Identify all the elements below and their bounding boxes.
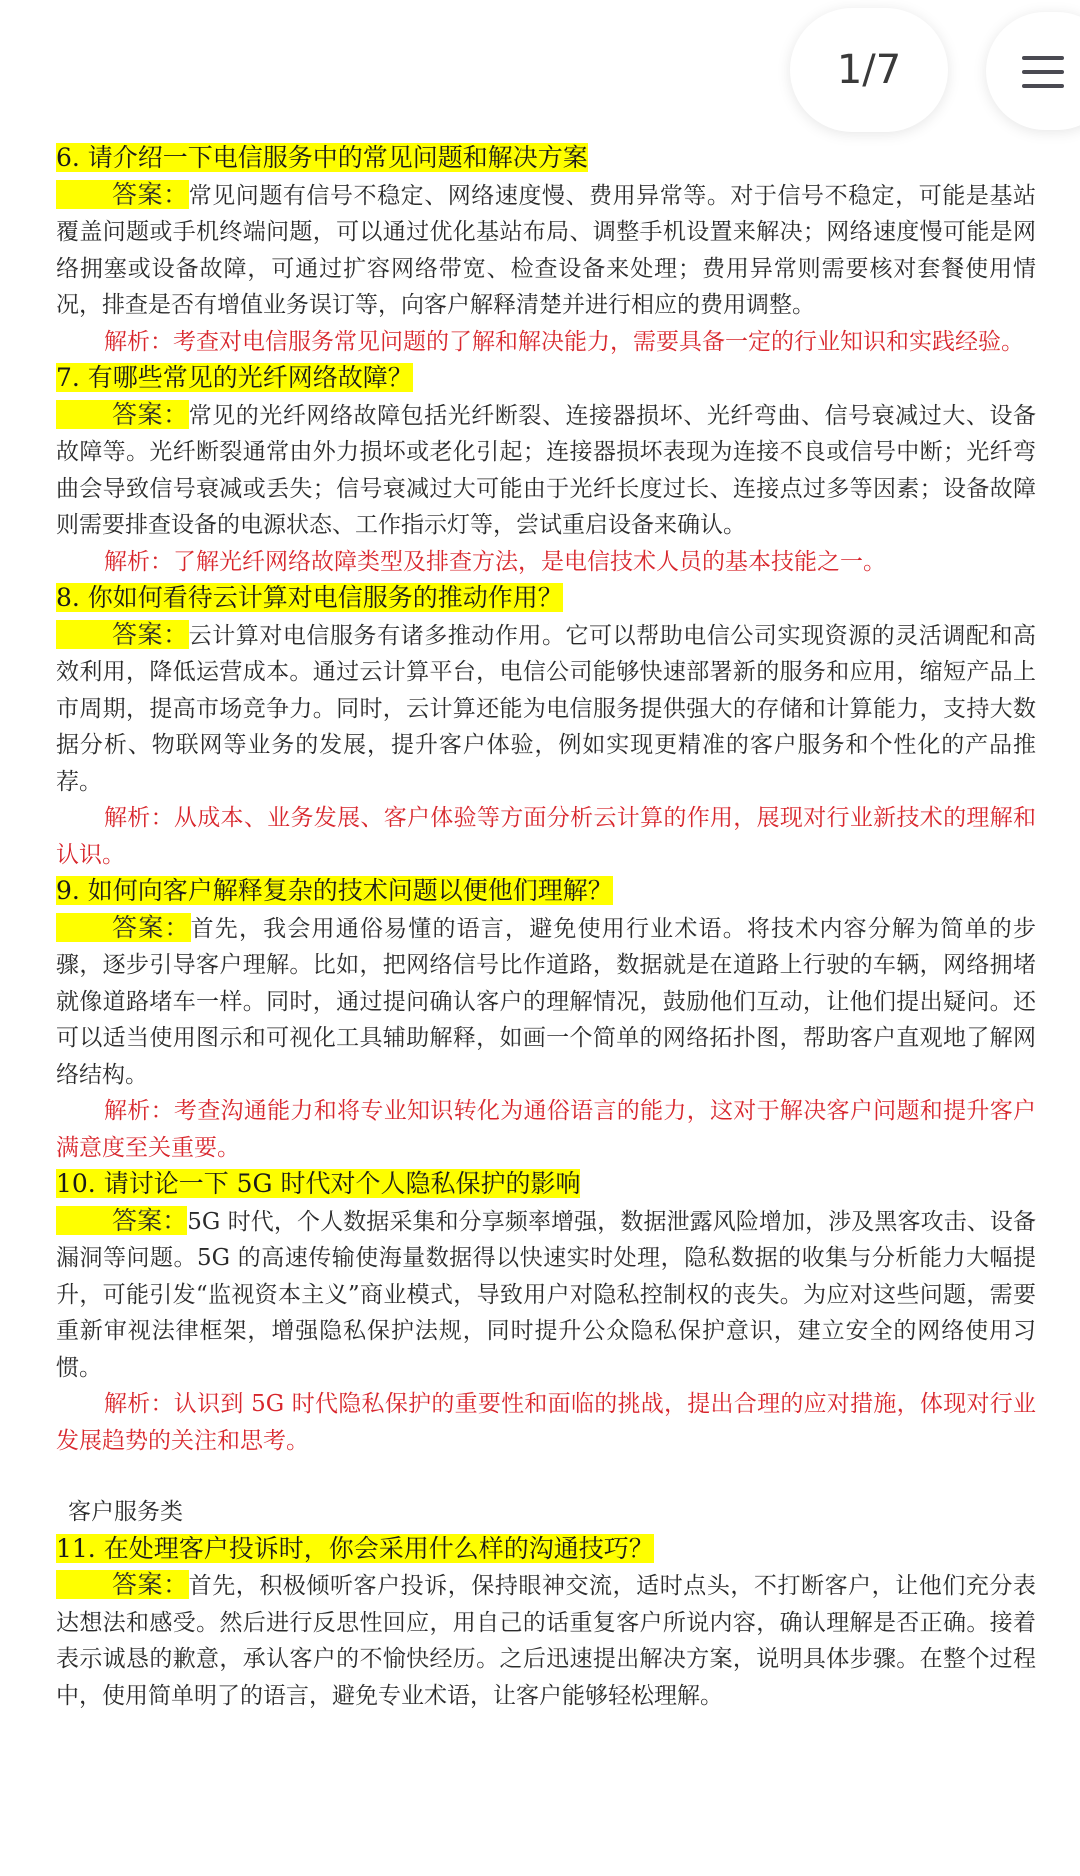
answer-label: 答案： [56, 400, 189, 429]
question-heading: 10. 请讨论一下 5G 时代对个人隐私保护的影响 [56, 1169, 581, 1198]
explanation-paragraph: 解析：认识到 5G 时代隐私保护的重要性和面临的挑战，提出合理的应对措施，体现对行业发展趋势的关注和思考。 [56, 1391, 1036, 1454]
answer-paragraph: 答案：首先，积极倾听客户投诉，保持眼神交流，适时点头，不打断客户，让他们充分表达想法和感受。然后进行反思性回应，用自己的话重复客户所说内容，确认理解是否正确。接着表示诚恳的歉意，承认客户的不愉快经历。之后迅速提出解决方案，说明具体步骤。在整个过程中，使用简单明了的语言，避免专业术语，让客户能够轻松理解。 [56, 1570, 1036, 1709]
question-heading: 11. 在处理客户投诉时，你会采用什么样的沟通技巧？ [56, 1533, 654, 1563]
question-heading: 7. 有哪些常见的光纤网络故障？ [56, 363, 413, 392]
answer-label: 答案： [56, 1206, 187, 1235]
question-heading: 6. 请介绍一下电信服务中的常见问题和解决方案 [56, 143, 588, 172]
question-heading: 8. 你如何看待云计算对电信服务的推动作用？ [56, 583, 563, 612]
question-heading: 9. 如何向客户解释复杂的技术问题以便他们理解？ [56, 876, 613, 905]
answer-label: 答案： [56, 1570, 189, 1599]
answer-label: 答案： [56, 913, 191, 942]
menu-button[interactable] [986, 12, 1080, 130]
document-content [56, 140, 1036, 1714]
explanation-paragraph: 解析：考查对电信服务常见问题的了解和解决能力，需要具备一定的行业知识和实践经验。 [104, 328, 1024, 355]
answer-paragraph: 答案：常见问题有信号不稳定、网络速度慢、费用异常等。对于信号不稳定，可能是基站覆盖问题或手机终端问题，可以通过优化基站布局、调整手机设置来解决；网络速度慢可能是网络拥塞或设备故障，可通过扩容网络带宽、检查设备来处理；费用异常则需要核对套餐使用情况，排查是否有增值业务误订等，向客户解释清楚并进行相应的费用调整。 [56, 179, 1036, 318]
explanation-paragraph: 解析：了解光纤网络故障类型及排查方法，是电信技术人员的基本技能之一。 [104, 548, 886, 575]
explanation-paragraph: 解析：考查沟通能力和将专业知识转化为通俗语言的能力，这对于解决客户问题和提升客户满意度至关重要。 [56, 1098, 1036, 1161]
explanation-paragraph: 解析：从成本、业务发展、客户体验等方面分析云计算的作用，展现对行业新技术的理解和认识。 [56, 805, 1036, 868]
answer-paragraph: 答案：常见的光纤网络故障包括光纤断裂、连接器损坏、光纤弯曲、信号衰减过大、设备故障等。光纤断裂通常由外力损坏或老化引起；连接器损坏表现为连接不良或信号中断；光纤弯曲会导致信号衰减或丢失；信号衰减过大可能由于光纤长度过长、连接点过多等因素；设备故障则需要排查设备的电源状态、工作指示灯等，尝试重启设备来确认。 [56, 399, 1036, 538]
answer-label: 答案： [56, 620, 189, 649]
section-title: 客户服务类 [68, 1499, 183, 1525]
answer-paragraph: 答案：首先，我会用通俗易懂的语言，避免使用行业术语。将技术内容分解为简单的步骤，逐步引导客户理解。比如，把网络信号比作道路，数据就是在道路上行驶的车辆，网络拥堵就像道路堵车一样。同时，通过提问确认客户的理解情况，鼓励他们互动，让他们提出疑问。还可以适当使用图示和可视化工具辅助解释，如画一个简单的网络拓扑图，帮助客户直观地了解网络结构。 [56, 912, 1036, 1088]
answer-paragraph: 答案：5G 时代，个人数据采集和分享频率增强，数据泄露风险增加，涉及黑客攻击、设备漏洞等问题。5G 的高速传输使海量数据得以快速实时处理，隐私数据的收集与分析能力大幅提升，可能引发“监视资本主义”商业模式，导致用户对隐私控制权的丧失。为应对这些问题，需要重新审视法律框架，增强隐私保护法规，同时提升公众隐私保护意识，建立安全的网络使用习惯。 [56, 1205, 1036, 1381]
answer-label: 答案： [56, 180, 189, 209]
page-indicator: 1/7 [790, 8, 948, 132]
answer-paragraph: 答案：云计算对电信服务有诸多推动作用。它可以帮助电信公司实现资源的灵活调配和高效利用，降低运营成本。通过云计算平台，电信公司能够快速部署新的服务和应用，缩短产品上市周期，提高市场竞争力。同时，云计算还能为电信服务提供强大的存储和计算能力，支持大数据分析、物联网等业务的发展，提升客户体验，例如实现更精准的客户服务和个性化的产品推荐。 [56, 619, 1036, 795]
